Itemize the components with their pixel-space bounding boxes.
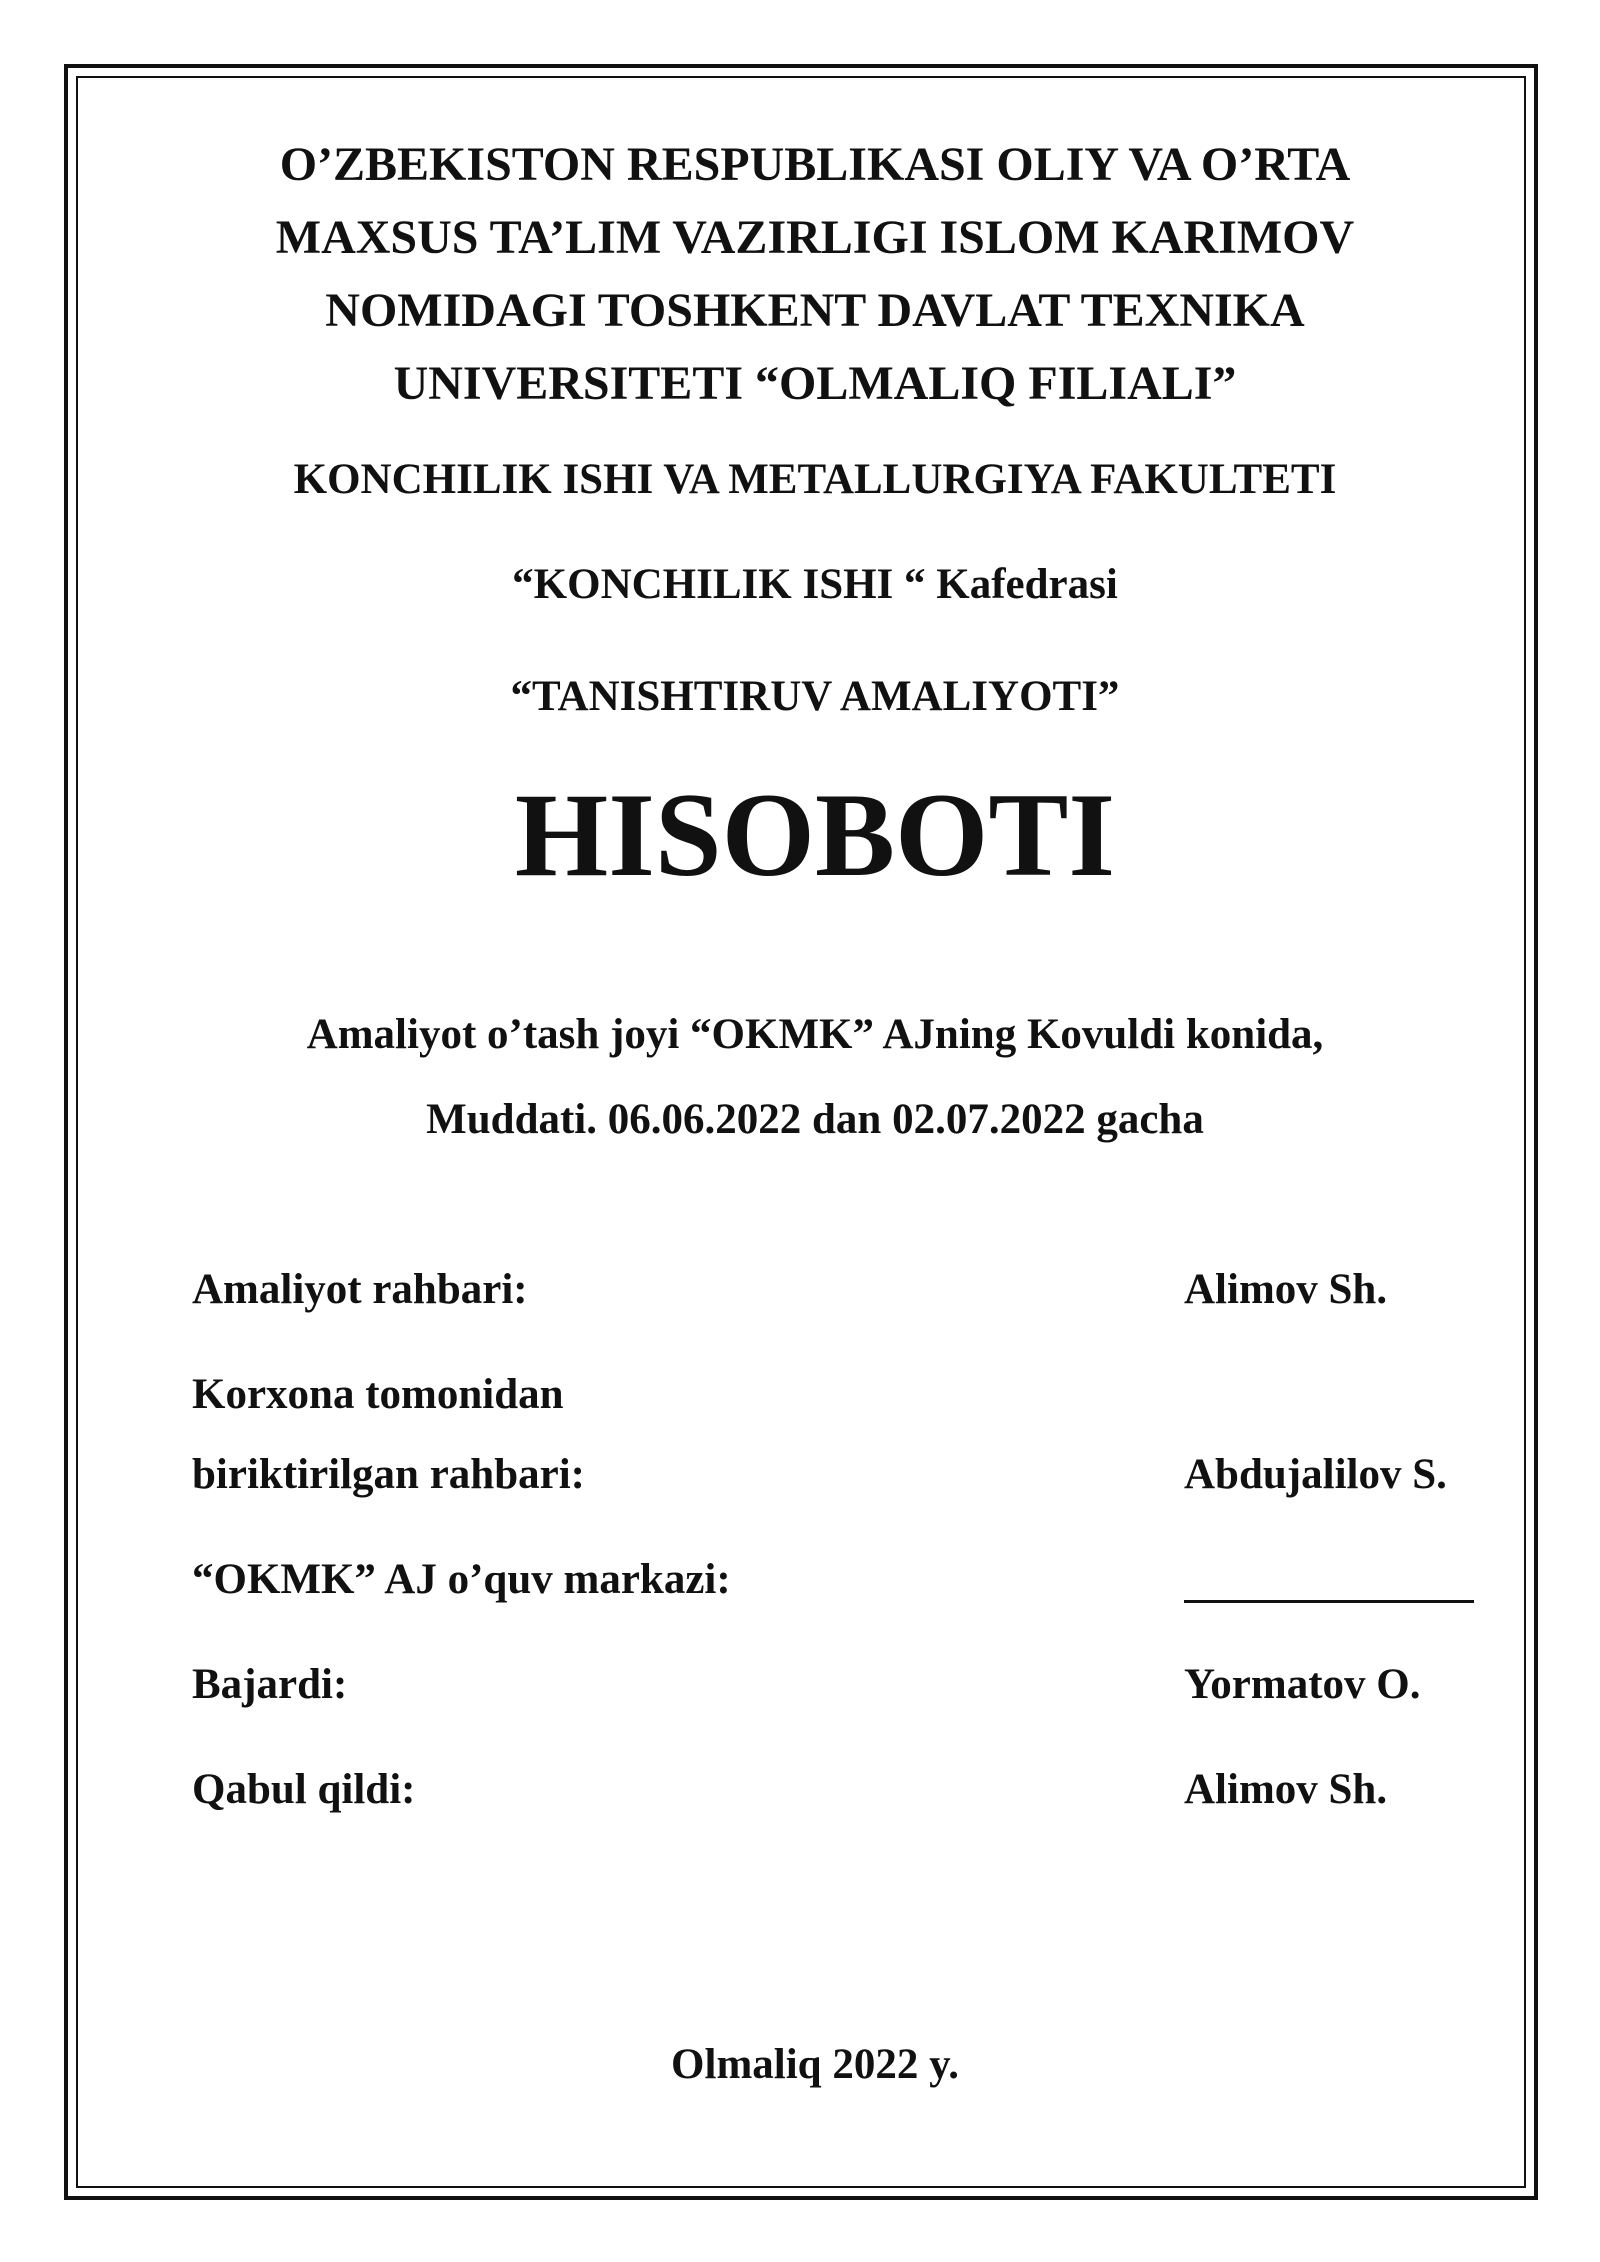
accepted-by-label: Qabul qildi: [192, 1766, 416, 1813]
university-line-1: O’ZBEKISTON RESPUBLIKASI OLIY VA O’RTA [279, 138, 1351, 191]
city-year: Olmaliq 2022 y. [671, 2041, 959, 2088]
performer-name: Yormatov O. [1184, 1661, 1421, 1708]
university-line-4: UNIVERSITETI “OLMALIQ FILIALI” [393, 357, 1237, 410]
document-title: HISOBOTI [514, 768, 1116, 901]
university-line-3: NOMIDAGI TOSHKENT DAVLAT TEXNIKA [325, 284, 1305, 337]
company-supervisor-label-line-1: Korxona tomonidan [192, 1371, 564, 1418]
faculty-name: KONCHILIK ISHI VA METALLURGIYA FAKULTETI [293, 456, 1337, 503]
supervisor-name: Alimov Sh. [1184, 1266, 1388, 1313]
accepted-by-name: Alimov Sh. [1184, 1766, 1388, 1813]
university-name [150, 128, 1480, 420]
department-name: “KONCHILIK ISHI “ Kafedrasi [512, 561, 1118, 608]
company-supervisor-label-line-2: biriktirilgan rahbari: [192, 1451, 585, 1498]
supervisor-label: Amaliyot rahbari: [192, 1266, 528, 1313]
company-supervisor-name: Abdujalilov S. [1184, 1451, 1447, 1498]
practice-type: “TANISHTIRUV AMALIYOTI” [510, 673, 1120, 720]
training-center-label: “OKMK” AJ o’quv markazi: [192, 1556, 731, 1603]
training-center-signature-line [1184, 1600, 1474, 1603]
practice-place: Amaliyot o’tash joyi “OKMK” AJning Kovuldi konida, [306, 1011, 1324, 1058]
university-line-2: MAXSUS TA’LIM VAZIRLIGI ISLOM KARIMOV [275, 211, 1355, 264]
practice-period: Muddati. 06.06.2022 dan 02.07.2022 gacha [426, 1096, 1204, 1143]
performer-label: Bajardi: [192, 1661, 348, 1708]
